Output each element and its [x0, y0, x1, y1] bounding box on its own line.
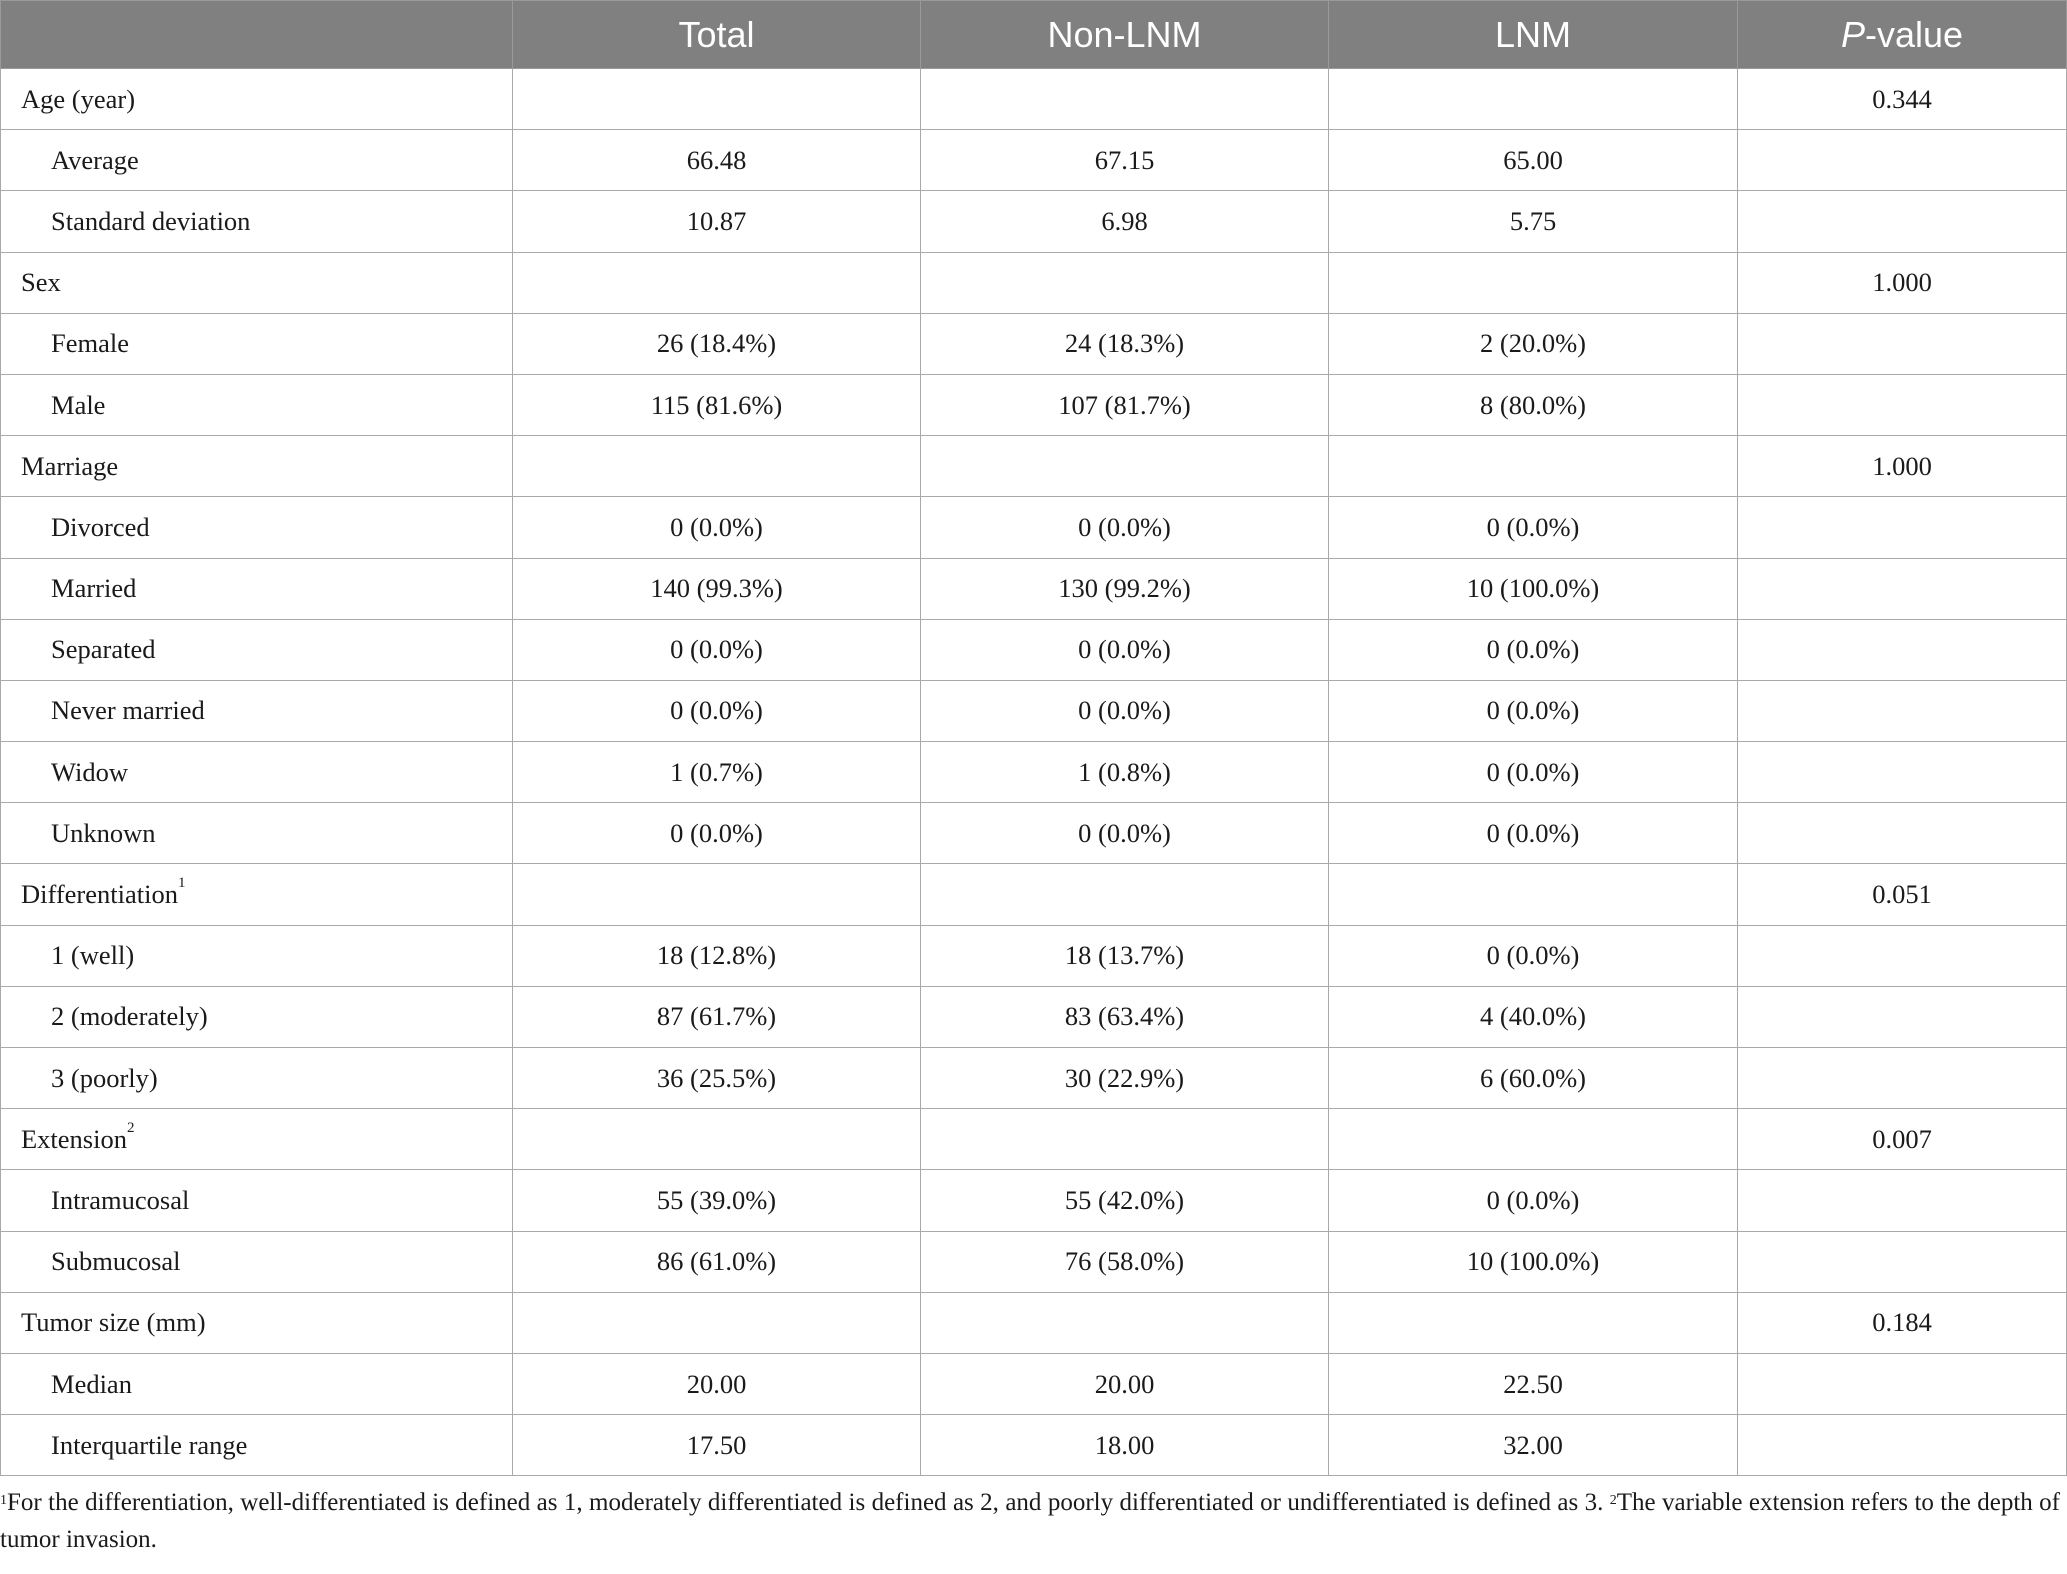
cell-total: 18 (12.8%)	[513, 925, 921, 986]
cell-p-value	[1738, 558, 2067, 619]
row-label-cell	[1, 803, 513, 864]
cell-lnm: 65.00	[1329, 130, 1738, 191]
table-row	[1, 1048, 2067, 1109]
table-row	[1, 130, 2067, 191]
header-p-italic: P	[1840, 13, 1865, 55]
cell-p-value	[1738, 497, 2067, 558]
cell-lnm: 0 (0.0%)	[1329, 680, 1738, 741]
header-label-column	[1, 1, 513, 69]
cell-non-lnm: 30 (22.9%)	[921, 1048, 1329, 1109]
cell-total: 87 (61.7%)	[513, 986, 921, 1047]
row-label-cell	[1, 986, 513, 1047]
row-label-cell	[1, 742, 513, 803]
table-footnote	[0, 1484, 2060, 1558]
cell-non-lnm: 107 (81.7%)	[921, 374, 1329, 435]
cell-p-value	[1738, 986, 2067, 1047]
row-label-cell	[1, 130, 513, 191]
cell-p-value	[1738, 191, 2067, 252]
row-label-cell	[1, 497, 513, 558]
cell-p-value	[1738, 803, 2067, 864]
table-row	[1, 680, 2067, 741]
cell-p-value	[1738, 1231, 2067, 1292]
row-label-cell	[1, 313, 513, 374]
row-label: Female	[51, 328, 129, 359]
row-label: Intramucosal	[51, 1184, 190, 1215]
cell-p-value: 0.051	[1738, 864, 2067, 925]
row-label-cell	[1, 680, 513, 741]
cell-non-lnm	[921, 864, 1329, 925]
cell-total	[513, 252, 921, 313]
row-label: Sex	[21, 267, 61, 298]
cell-p-value	[1738, 130, 2067, 191]
cell-non-lnm: 0 (0.0%)	[921, 680, 1329, 741]
row-label: 3 (poorly)	[51, 1062, 158, 1093]
cell-p-value	[1738, 1048, 2067, 1109]
row-label: Tumor size (mm)	[21, 1307, 206, 1338]
cell-total: 86 (61.0%)	[513, 1231, 921, 1292]
row-label-cell	[1, 1292, 513, 1353]
cell-non-lnm: 76 (58.0%)	[921, 1231, 1329, 1292]
table-group-row	[1, 436, 2067, 497]
cell-p-value	[1738, 1170, 2067, 1231]
header-lnm: LNM	[1329, 1, 1738, 69]
row-label-cell	[1, 925, 513, 986]
row-label: Widow	[51, 756, 128, 787]
cell-non-lnm: 1 (0.8%)	[921, 742, 1329, 803]
cell-lnm: 0 (0.0%)	[1329, 742, 1738, 803]
cell-total: 17.50	[513, 1415, 921, 1476]
table-row	[1, 803, 2067, 864]
cell-lnm	[1329, 252, 1738, 313]
row-label: Never married	[51, 695, 205, 726]
header-non-lnm: Non-LNM	[921, 1, 1329, 69]
row-label-cell	[1, 374, 513, 435]
cell-non-lnm: 20.00	[921, 1353, 1329, 1414]
row-label-cell	[1, 1170, 513, 1231]
cell-lnm: 0 (0.0%)	[1329, 619, 1738, 680]
row-label-cell	[1, 558, 513, 619]
table-row	[1, 497, 2067, 558]
cell-lnm	[1329, 864, 1738, 925]
cell-lnm: 32.00	[1329, 1415, 1738, 1476]
row-label: Standard deviation	[51, 205, 251, 236]
row-label: 2 (moderately)	[51, 1001, 208, 1032]
row-label: 1 (well)	[51, 940, 135, 971]
cell-p-value: 0.007	[1738, 1109, 2067, 1170]
table-row	[1, 1353, 2067, 1414]
row-label-cell	[1, 1415, 513, 1476]
row-label: Extension	[21, 1123, 127, 1154]
cell-total: 115 (81.6%)	[513, 374, 921, 435]
cell-lnm: 2 (20.0%)	[1329, 313, 1738, 374]
cell-lnm: 8 (80.0%)	[1329, 374, 1738, 435]
cell-non-lnm: 18 (13.7%)	[921, 925, 1329, 986]
footnote-marker-1: 1	[0, 1493, 7, 1508]
cell-total: 26 (18.4%)	[513, 313, 921, 374]
table-group-row	[1, 252, 2067, 313]
cell-total: 0 (0.0%)	[513, 619, 921, 680]
cell-non-lnm	[921, 1292, 1329, 1353]
cell-non-lnm: 18.00	[921, 1415, 1329, 1476]
cell-p-value	[1738, 925, 2067, 986]
cell-total	[513, 436, 921, 497]
cell-non-lnm: 0 (0.0%)	[921, 497, 1329, 558]
header-total: Total	[513, 1, 921, 69]
table-row	[1, 313, 2067, 374]
table-row	[1, 374, 2067, 435]
cell-lnm: 0 (0.0%)	[1329, 803, 1738, 864]
cell-p-value: 0.344	[1738, 69, 2067, 130]
cell-non-lnm	[921, 69, 1329, 130]
footnote-reference: 2	[127, 1119, 135, 1136]
cell-p-value	[1738, 742, 2067, 803]
table-row	[1, 619, 2067, 680]
row-label-cell	[1, 69, 513, 130]
cell-lnm: 10 (100.0%)	[1329, 1231, 1738, 1292]
footnote-text-2: The variable extension refers to the depth of tumor invasion.	[0, 1489, 2061, 1553]
row-label: Marriage	[21, 450, 119, 481]
row-label-cell	[1, 1353, 513, 1414]
row-label: Male	[51, 389, 106, 420]
row-label-cell	[1, 436, 513, 497]
cell-p-value: 1.000	[1738, 436, 2067, 497]
footnote-text-1: For the differentiation, well-differentiated is defined as 1, moderately differentiated is defined as 2, and poorly differentiated or undifferentiated is defined as 3.	[7, 1489, 1610, 1516]
cell-total: 1 (0.7%)	[513, 742, 921, 803]
row-label: Unknown	[51, 817, 156, 848]
cell-non-lnm: 0 (0.0%)	[921, 619, 1329, 680]
header-p-suffix: -value	[1864, 13, 1964, 55]
row-label-cell	[1, 1109, 513, 1170]
cell-lnm	[1329, 1109, 1738, 1170]
table-row	[1, 191, 2067, 252]
cell-non-lnm: 55 (42.0%)	[921, 1170, 1329, 1231]
cell-non-lnm: 6.98	[921, 191, 1329, 252]
cell-lnm: 4 (40.0%)	[1329, 986, 1738, 1047]
cell-lnm: 0 (0.0%)	[1329, 925, 1738, 986]
table-row	[1, 1231, 2067, 1292]
cell-total: 66.48	[513, 130, 921, 191]
table-row	[1, 742, 2067, 803]
cell-lnm: 10 (100.0%)	[1329, 558, 1738, 619]
table-header	[1, 1, 2067, 69]
cell-p-value	[1738, 680, 2067, 741]
table-row	[1, 925, 2067, 986]
table-body	[1, 69, 2067, 1476]
footnote-marker-2: 2	[1609, 1493, 1617, 1508]
table-row	[1, 558, 2067, 619]
footnote-reference: 1	[177, 875, 186, 892]
cell-p-value	[1738, 313, 2067, 374]
table-group-row	[1, 1292, 2067, 1353]
header-row	[1, 1, 2067, 69]
cell-non-lnm	[921, 436, 1329, 497]
row-label: Separated	[51, 634, 156, 665]
cell-lnm: 6 (60.0%)	[1329, 1048, 1738, 1109]
cell-non-lnm: 24 (18.3%)	[921, 313, 1329, 374]
cell-total	[513, 864, 921, 925]
row-label: Interquartile range	[51, 1429, 248, 1460]
table-group-row	[1, 1109, 2067, 1170]
row-label-cell	[1, 191, 513, 252]
cell-non-lnm: 0 (0.0%)	[921, 803, 1329, 864]
cell-lnm	[1329, 436, 1738, 497]
row-label-cell	[1, 619, 513, 680]
cell-p-value	[1738, 1415, 2067, 1476]
table-row	[1, 1170, 2067, 1231]
cell-total: 0 (0.0%)	[513, 803, 921, 864]
row-label: Submucosal	[51, 1246, 181, 1277]
cell-non-lnm: 67.15	[921, 130, 1329, 191]
cell-p-value: 0.184	[1738, 1292, 2067, 1353]
row-label-cell	[1, 1231, 513, 1292]
header-p-value	[1738, 1, 2067, 69]
cell-p-value	[1738, 1353, 2067, 1414]
cell-non-lnm: 83 (63.4%)	[921, 986, 1329, 1047]
cell-non-lnm	[921, 252, 1329, 313]
row-label: Median	[51, 1368, 132, 1399]
cell-lnm: 0 (0.0%)	[1329, 1170, 1738, 1231]
cell-total: 20.00	[513, 1353, 921, 1414]
cell-lnm: 5.75	[1329, 191, 1738, 252]
row-label: Divorced	[51, 511, 150, 542]
cell-lnm	[1329, 1292, 1738, 1353]
cell-p-value	[1738, 619, 2067, 680]
row-label: Age (year)	[21, 83, 136, 114]
cell-total: 0 (0.0%)	[513, 497, 921, 558]
row-label: Married	[51, 573, 137, 604]
table-group-row	[1, 69, 2067, 130]
row-label-cell	[1, 864, 513, 925]
cell-p-value: 1.000	[1738, 252, 2067, 313]
cell-total	[513, 1292, 921, 1353]
cell-total: 140 (99.3%)	[513, 558, 921, 619]
cell-lnm	[1329, 69, 1738, 130]
table-group-row	[1, 864, 2067, 925]
cell-total	[513, 1109, 921, 1170]
cell-total: 10.87	[513, 191, 921, 252]
row-label-cell	[1, 252, 513, 313]
table-row	[1, 1415, 2067, 1476]
cell-total: 36 (25.5%)	[513, 1048, 921, 1109]
cell-total	[513, 69, 921, 130]
row-label: Differentiation	[21, 879, 178, 910]
cell-non-lnm	[921, 1109, 1329, 1170]
cell-total: 0 (0.0%)	[513, 680, 921, 741]
table-row	[1, 986, 2067, 1047]
cell-lnm: 22.50	[1329, 1353, 1738, 1414]
cell-p-value	[1738, 374, 2067, 435]
cell-total: 55 (39.0%)	[513, 1170, 921, 1231]
cell-non-lnm: 130 (99.2%)	[921, 558, 1329, 619]
row-label-cell	[1, 1048, 513, 1109]
row-label: Average	[51, 144, 139, 175]
cell-lnm: 0 (0.0%)	[1329, 497, 1738, 558]
